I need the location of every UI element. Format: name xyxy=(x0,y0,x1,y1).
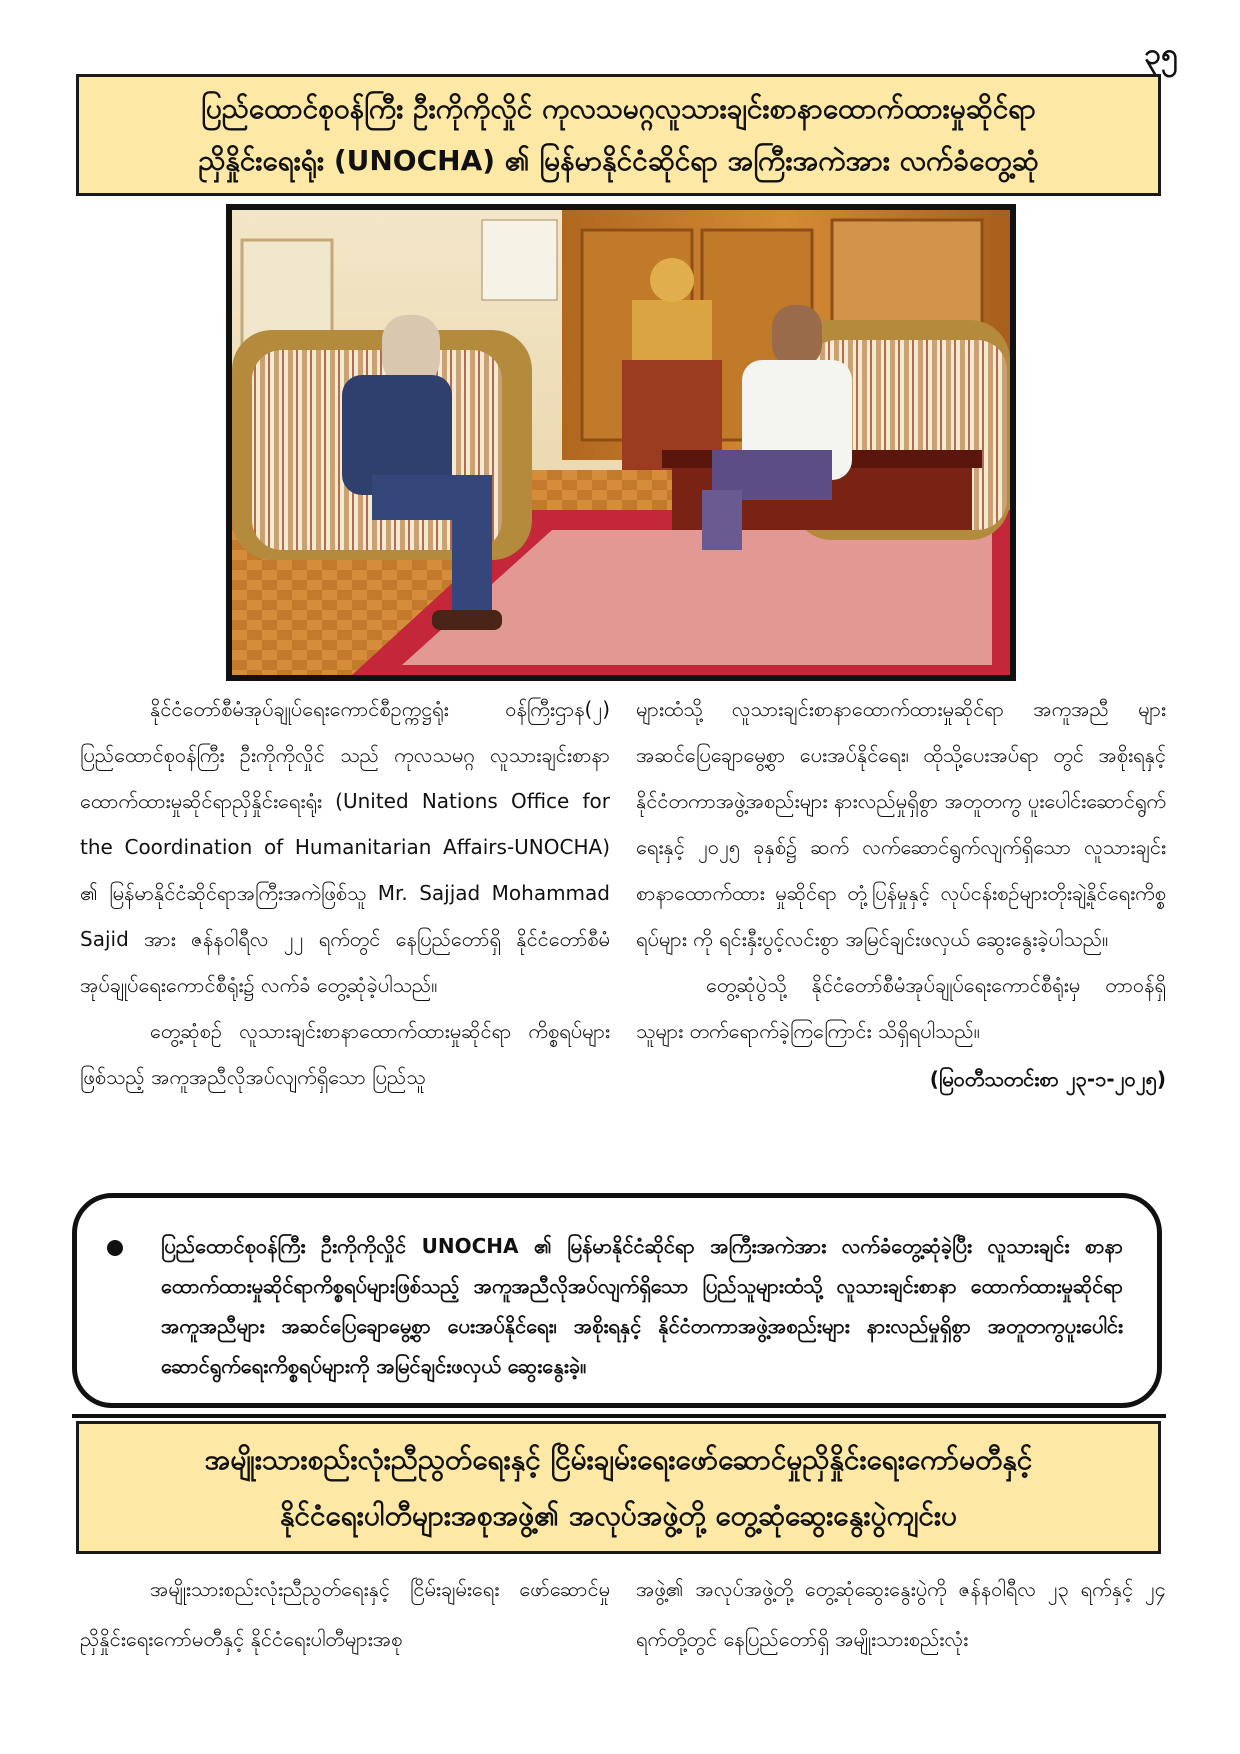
summary-box xyxy=(72,1193,1162,1408)
article1-left-column xyxy=(80,686,610,1100)
article2-left-column xyxy=(80,1564,610,1664)
article2-paragraph: အဖွဲ့၏ အလုပ်အဖွဲ့တို့ တွေ့ဆုံဆွေးနွေးပွဲကို ဇန်နဝါရီလ ၂၃ ရက်နှင့် ၂၄ ရက်တို့တွင် နေပြည်တော်ရှိ အမျိုးသားစည်းလုံး xyxy=(636,1577,1166,1651)
article2-headline xyxy=(76,1421,1161,1554)
article1-right-column xyxy=(636,686,1166,1102)
article1-headline-line2: ညှိနှိုင်းရေးရုံး (UNOCHA) ၏ မြန်မာနိုင်ငံဆိုင်ရာ အကြီးအကဲအား လက်ခံတွေ့ဆုံ xyxy=(198,144,1039,177)
bullet-icon xyxy=(107,1240,123,1256)
meeting-photo xyxy=(226,204,1016,681)
article1-source: (မြဝတီသတင်းစာ ၂၃-၁-၂၀၂၅) xyxy=(929,1067,1166,1091)
page-number: ၃၅ xyxy=(1144,37,1178,72)
meeting-photo-illustration xyxy=(232,210,1010,675)
article1-paragraph: များထံသို့ လူသားချင်းစာနာထောက်ထားမှုဆိုင်ရာ အကူအညီ များ အဆင်ပြေချောမွေ့စွာ ပေးအပ်နိုင်ရေး၊ ထိုသို့ပေးအပ်ရာ တွင် အစိုးရနှင့် နိုင်ငံတကာအဖွဲ့အစည်းများ နားလည်မှုရှိစွာ အတူတကွ ပူးပေါင်းဆောင်ရွက်ရေးနှင့် ၂၀၂၅ ခုနှစ်၌ ဆက် လက်ဆောင်ရွက်လျက်ရှိသော လူသားချင်းစာနာထောက်ထား မှုဆိုင်ရာ တုံ့ပြန်မှုနှင့် လုပ်ငန်းစဉ်များတိုးချဲ့နိုင်ရေးကိစ္စရပ်များ ကို ရင်းနှီးပွင့်လင်းစွာ အမြင်ချင်းဖလှယ် ဆွေးနွေးခဲ့ပါသည်။ xyxy=(636,697,1166,951)
article2-paragraph: အမျိုးသားစည်းလုံးညီညွတ်ရေးနှင့် ငြိမ်းချမ်းရေး ဖော်ဆောင်မှု ညှိနှိုင်းရေးကော်မတီနှင့် နိုင်ငံရေးပါတီများအစု xyxy=(80,1577,610,1651)
summary-text: ပြည်ထောင်စုဝန်ကြီး ဦးကိုကိုလှိုင် UNOCHA ၏ မြန်မာနိုင်ငံဆိုင်ရာ အကြီးအကဲအား လက်ခံတွေ့ဆုံခဲ့ပြီး လူသားချင်း စာနာထောက်ထားမှုဆိုင်ရာကိစ္စရပ်များဖြစ်သည့် အကူအညီလိုအပ်လျက်ရှိသော ပြည်သူများထံသို့ လူသားချင်းစာနာ ထောက်ထားမှုဆိုင်ရာ အကူအညီများ အဆင်ပြေချောမွေ့စွာ ပေးအပ်နိုင်ရေး၊ အစိုးရနှင့် နိုင်ငံတကာအဖွဲ့အစည်းများ နားလည်မှုရှိစွာ အတူတကွပူးပေါင်းဆောင်ရွက်ရေးကိစ္စရပ်များကို အမြင်ချင်းဖလှယ် ဆွေးနွေးခဲ့။ xyxy=(161,1234,1123,1378)
article1-headline xyxy=(76,74,1161,196)
article1-paragraph: တွေ့ဆုံစဉ် လူသားချင်းစာနာထောက်ထားမှုဆိုင်ရာ ကိစ္စရပ်များဖြစ်သည့် အကူအညီလိုအပ်လျက်ရှိသော ပြည်သူ xyxy=(80,1019,610,1089)
article1-headline-line1: ပြည်ထောင်စုဝန်ကြီး ဦးကိုကိုလှိုင် ကုလသမဂ္ဂလူသားချင်းစာနာထောက်ထားမှုဆိုင်ရာ xyxy=(201,92,1036,125)
section-divider xyxy=(72,1414,1166,1418)
article2-headline-line2: နိုင်ငံရေးပါတီများအစုအဖွဲ့၏ အလုပ်အဖွဲ့တို့ တွေ့ဆုံဆွေးနွေးပွဲကျင်းပ xyxy=(279,1499,958,1532)
article1-paragraph: တွေ့ဆုံပွဲသို့ နိုင်ငံတော်စီမံအုပ်ချုပ်ရေးကောင်စီရုံးမှ တာဝန်ရှိသူများ တက်ရောက်ခဲ့ကြကြောင်း သိရှိရပါသည်။ xyxy=(636,973,1166,1043)
article2-headline-line1: အမျိုးသားစည်းလုံးညီညွတ်ရေးနှင့် ငြိမ်းချမ်းရေးဖော်ဆောင်မှုညှိနှိုင်းရေးကော်မတီနှင့် xyxy=(204,1443,1033,1476)
article1-paragraph: နိုင်ငံတော်စီမံအုပ်ချုပ်ရေးကောင်စီဥက္ကဋ္ဌရုံး ဝန်ကြီးဌာန(၂) ပြည်ထောင်စုဝန်ကြီး ဦးကိုကိုလှိုင် သည် ကုလသမဂ္ဂ လူသားချင်းစာနာထောက်ထားမှုဆိုင်ရာညှိနှိုင်းရေးရုံး (United Nations Office for the Coordination of Humanitarian Affairs-UNOCHA) ၏ မြန်မာနိုင်ငံဆိုင်ရာအကြီးအကဲဖြစ်သူ Mr. Sajjad Mohammad Sajid အား ဇန်နဝါရီလ ၂၂ ရက်တွင် နေပြည်တော်ရှိ နိုင်ငံတော်စီမံအုပ်ချုပ်ရေးကောင်စီရုံး၌ လက်ခံ တွေ့ဆုံခဲ့ပါသည်။ xyxy=(80,697,610,997)
article2-right-column xyxy=(636,1564,1166,1664)
